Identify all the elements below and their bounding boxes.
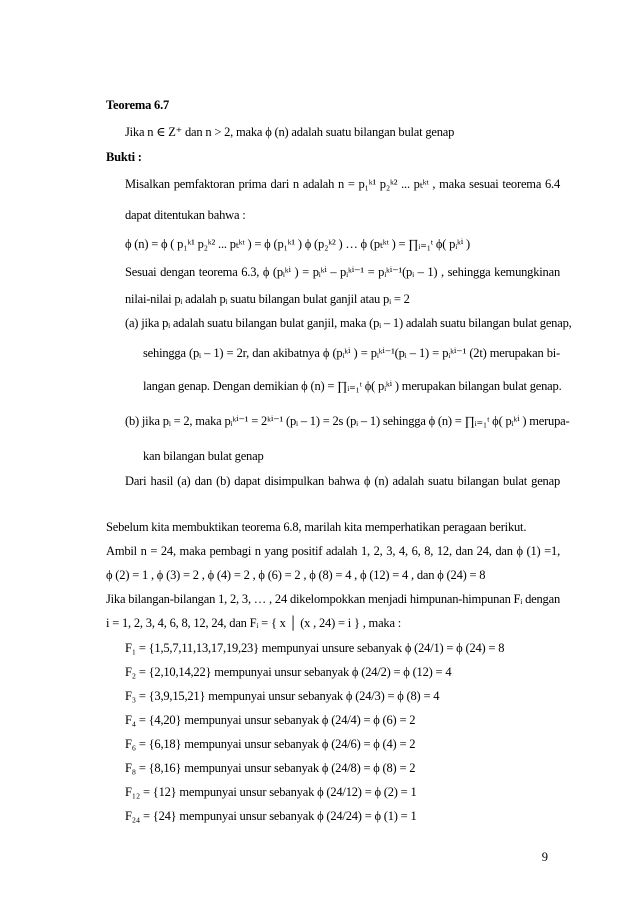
set-line: F₄ = {4,20} mempunyai unsur sebanyak ϕ (24/4) = ϕ (6) = 2 [125,713,416,727]
paragraph-line: Sebelum kita membuktikan teorema 6.8, marilah kita memperhatikan peragaan berikut. [106,520,527,534]
paragraph-line: Ambil n = 24, maka pembagi n yang positif adalah 1, 2, 3, 4, 6, 8, 12, dan 24, dan ϕ (1) =1, [106,544,560,558]
proof-heading: Bukti : [106,150,142,164]
proof-equation: ϕ (n) = ϕ ( p₁ᵏ¹ p₂ᵏ² ... pₜᵏᵗ ) = ϕ (p₁ᵏ¹ ) ϕ (p₂ᵏ² ) … ϕ (pₜᵏᵗ ) = ∏ᵢ₌₁ᵗ ϕ( pᵢᵏⁱ ) [125,237,470,251]
set-line: F₈ = {8,16} mempunyai unsur sebanyak ϕ (24/8) = ϕ (8) = 2 [125,761,416,775]
set-line: F₁₂ = {12} mempunyai unsur sebanyak ϕ (24/12) = ϕ (2) = 1 [125,785,417,799]
proof-line: dapat ditentukan bahwa : [125,208,246,222]
proof-case-b: (b) jika pᵢ = 2, maka pᵢᵏⁱ⁻¹ = 2ᵏⁱ⁻¹ (pᵢ – 1) = 2s (pᵢ – 1) sehingga ϕ (n) = ∏ᵢ₌₁ᵗ ϕ( pᵢᵏⁱ ) merupa- [125,414,570,428]
set-line: F₆ = {6,18} mempunyai unsur sebanyak ϕ (24/6) = ϕ (4) = 2 [125,737,416,751]
proof-line: kan bilangan bulat genap [143,449,264,463]
proof-line: Sesuai dengan teorema 6.3, ϕ (pᵢᵏⁱ ) = pᵢᵏⁱ – pᵢᵏⁱ⁻¹ = pᵢᵏⁱ⁻¹(pᵢ – 1) , sehingga kemungkinan [125,265,560,279]
theorem-statement: Jika n ∈ Z⁺ dan n > 2, maka ϕ (n) adalah suatu bilangan bulat genap [125,125,455,139]
proof-line: langan genap. Dengan demikian ϕ (n) = ∏ᵢ₌₁ᵗ ϕ( pᵢᵏⁱ ) merupakan bilangan bulat genap. [143,379,562,393]
paragraph-line: Jika bilangan-bilangan 1, 2, 3, … , 24 dikelompokkan menjadi himpunan-himpunan Fᵢ dengan [106,592,560,606]
proof-case-a: (a) jika pᵢ adalah suatu bilangan bulat ganjil, maka (pᵢ – 1) adalah suatu bilangan bulat genap, [125,316,572,330]
page-number: 9 [541,849,548,864]
set-line: F₃ = {3,9,15,21} mempunyai unsur sebanyak ϕ (24/3) = ϕ (8) = 4 [125,689,440,703]
set-line: F₂ = {2,10,14,22} mempunyai unsur sebanyak ϕ (24/2) = ϕ (12) = 4 [125,665,452,679]
proof-line: nilai-nilai pᵢ adalah pᵢ suatu bilangan bulat ganjil atau pᵢ = 2 [125,292,410,306]
paragraph-line: i = 1, 2, 3, 4, 6, 8, 12, 24, dan Fᵢ = { x │ (x , 24) = i } , maka : [106,616,402,630]
proof-line: Misalkan pemfaktoran prima dari n adalah n = p₁ᵏ¹ p₂ᵏ² ... pₜᵏᵗ , maka sesuai teorema 6.4 [125,177,560,191]
set-line: F₁ = {1,5,7,11,13,17,19,23} mempunyai unsure sebanyak ϕ (24/1) = ϕ (24) = 8 [125,641,505,655]
paragraph-line: ϕ (2) = 1 , ϕ (3) = 2 , ϕ (4) = 2 , ϕ (6) = 2 , ϕ (8) = 4 , ϕ (12) = 4 , dan ϕ (24) = 8 [106,568,486,582]
set-line: F₂₄ = {24} mempunyai unsur sebanyak ϕ (24/24) = ϕ (1) = 1 [125,809,417,823]
theorem-title: Teorema 6.7 [106,98,170,112]
proof-conclusion: Dari hasil (a) dan (b) dapat disimpulkan bahwa ϕ (n) adalah suatu bilangan bulat genap [125,474,560,488]
proof-line: sehingga (pᵢ – 1) = 2r, dan akibatnya ϕ (pᵢᵏⁱ ) = pᵢᵏⁱ⁻¹(pᵢ – 1) = pᵢᵏⁱ⁻¹ (2t) merupakan bi- [143,346,560,360]
